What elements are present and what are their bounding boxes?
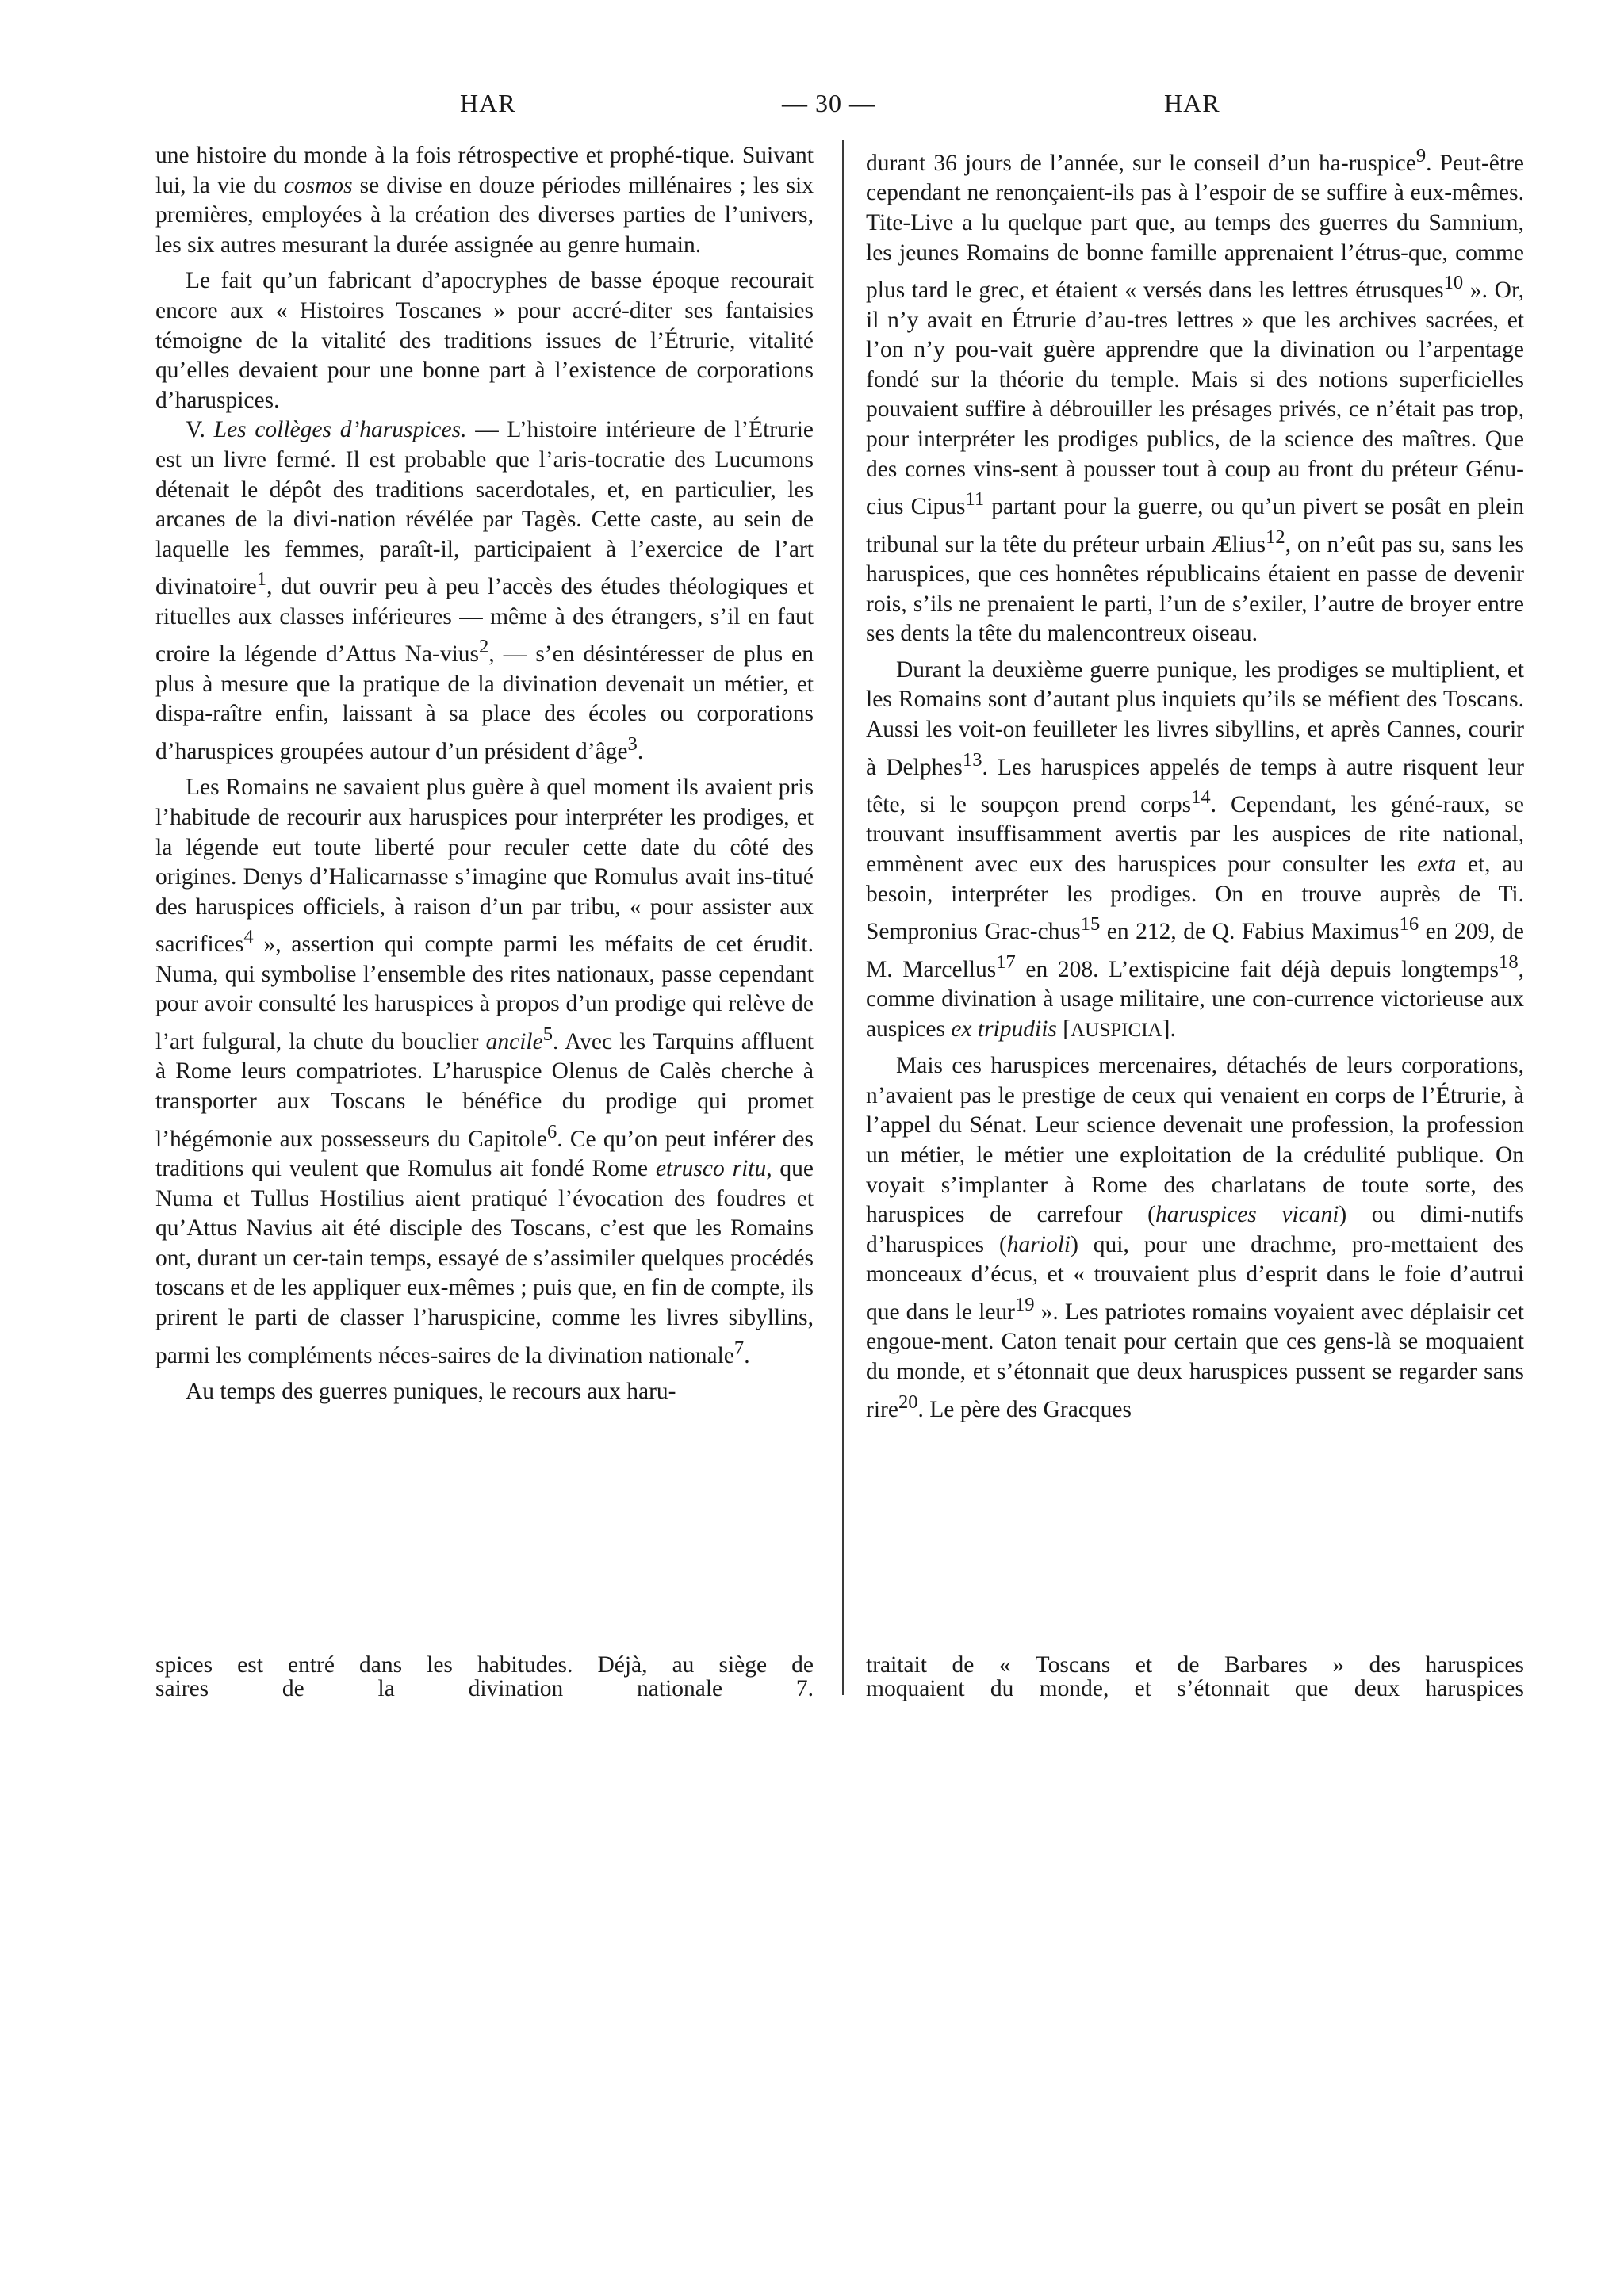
bleed-line: traitait de « Toscans et de Barbares » des haruspices — [866, 1652, 1524, 1678]
footnote-ref: 6 — [546, 1120, 557, 1142]
print-bleed-right — [866, 1652, 1524, 1703]
left-column — [155, 141, 814, 1407]
footnote-ref: 17 — [996, 951, 1016, 973]
footnote-ref: 18 — [1499, 951, 1519, 973]
footnote-ref: 10 — [1443, 272, 1464, 294]
section-heading: Les collèges d’haruspices. — [213, 417, 467, 443]
paragraph: Les Romains ne savaient plus guère à quel moment ils avaient pris l’habitude de recourir aux haruspices pour interpréter les prodiges, et la légende eut toute liberté pour reculer cette date du côté des origines. Denys d’Halicarnasse s’imagine que Romulus avait ins-titué des haruspices officiels, à raison d’un par tribu, « pour assister aux sacrifices$^4$ », assertion qui compte parmi les méfaits de cet érudit. Numa, qui symbolise l’ensemble des rites nationaux, passe cependant pour avoir consulté les haruspices à propos d’un prodige qui relève de l’art fulgural, la chute du bouclier ancile$^5$. Avec les Tarquins affluent à Rome leurs compatriotes. L’haruspice Olenus de Calès cherche à transporter aux Toscans le bénéfice du prodige qui promet l’hégémonie aux possesseurs du Capitole$^6$. Ce qu’on peut inférer des traditions qui veulent que Romulus ait fondé Rome etrusco ritu, que Numa et Tullus Hostilius aient pratiqué l’évocation des foudres et qu’Attus Navius ait été disciple des Toscans, c’est que les Romains ont, durant un cer-tain temps, essayé de s’assimiler quelques procédés toscans et de les appliquer eux-mêmes ; puis que, en fin de compte, ils prirent le parti de classer l’haruspicine, comme les livres sibyllins, parmi les compléments néces-saires de la divination nationale$^7$. — [155, 775, 814, 1368]
footnote-ref: 19 — [1015, 1294, 1035, 1315]
paragraph: une histoire du monde à la fois rétrospective et prophé-tique. Suivant lui, la vie du cosmos se divise en douze périodes millénaires ; les six premières, employées à la création des diverses parties de l’univers, les six autres mesurant la durée assignée au genre humain. — [155, 143, 814, 258]
running-head-left: HAR — [460, 89, 516, 117]
column-divider — [842, 140, 844, 1695]
paragraph: Le fait qu’un fabricant d’apocryphes de basse époque recourait encore aux « Histoires Toscanes » pour accré-diter ses fantaisies témoigne de la vitalité des traditions issues de l’Étrurie, vitalité qu’elles devaient pour une bonne part à l’existence de corporations d’haruspices. — [155, 268, 814, 413]
running-head-right: HAR — [1164, 89, 1220, 117]
footnote-ref: 20 — [898, 1391, 918, 1413]
bleed-line: moquaient du monde, et s’étonnait que deux haruspices — [866, 1676, 1524, 1701]
paragraph: Mais ces haruspices mercenaires, détachés de leurs corporations, n’avaient pas le prestige de ceux qui venaient en corps de l’Étrurie, à l’appel du Sénat. Leur science devenait une profession, la profession un métier, le métier une exploitation de la crédulité publique. On voyait s’implanter à Rome des charlatans de toute sorte, des haruspices de carrefour (haruspices vicani) ou dimi-nutifs d’haruspices (harioli) qui, pour une drachme, pro-mettaient des monceaux d’écus, et « trouvaient plus d’esprit dans le foie d’autrui que dans le leur$^{19}$ ». Les patriotes romains voyaient avec déplaisir cet engoue-ment. Caton tenait pour certain que ces gens-là se moquaient du monde, et s’étonnait que deux haruspices pussent se regarder sans rire$^{20}$. Le père des Gracques — [866, 1053, 1524, 1422]
footnote-ref: 11 — [965, 488, 985, 511]
right-column — [866, 141, 1524, 1425]
footnote-ref: 4 — [243, 926, 254, 948]
print-bleed-left — [155, 1652, 814, 1703]
footnote-ref: 13 — [962, 748, 982, 771]
paragraph: Au temps des guerres puniques, le recours aux haru- — [186, 1378, 676, 1404]
footnote-ref: 15 — [1080, 913, 1101, 936]
paragraph: V. Les collèges d’haruspices. — L’histoire intérieure de l’Étrurie est un livre fermé. Il est probable que l’aris-tocratie des Lucumons détenait le dépôt des traditions sacerdotales, et, en particulier, les arcanes de la divi-nation révélée par Tagès. Cette caste, au sein de laquelle les femmes, paraît-il, participaient à l’exercice de l’art divinatoire$^1$, dut ouvrir peu à peu l’accès des études théologiques et rituelles aux classes inférieures — même à des étrangers, s’il en faut croire la légende d’Attus Na-vius$^2$, — s’en désintéresser de plus en plus à mesure que la pratique de la divination devenait un métier, et dispa-raître enfin, laissant à sa place des écoles ou corporations d’haruspices groupées autour d’un président d’âge$^3$. — [155, 417, 814, 764]
footnote-ref: 12 — [1266, 526, 1285, 548]
bleed-line: saires de la divination nationale 7. — [155, 1676, 814, 1701]
footnote-ref: 3 — [627, 733, 638, 755]
paragraph: durant 36 jours de l’année, sur le conseil d’un ha-ruspice$^9$. Peut-être cependant ne renonçaient-ils pas à l’espoir de se suffire à eux-mêmes. Tite-Live a lu quelque part que, au temps des guerres du Samnium, les jeunes Romains de bonne famille apprenaient l’étrus-que, comme plus tard le grec, et étaient « versés dans les lettres étrusques$^{10}$ ». Or, il n’y avait en Étrurie d’au-tres lettres » que les archives sacrées, et l’on n’y pou-vait guère apprendre que la divination ou l’arpentage fondé sur la théorie du temple. Mais si des notions superficielles pouvaient suffire à débrouiller les présages privés, ce n’était pas trop, pour interpréter les prodiges publics, de la science des maîtres. Que des cornes vins-sent à pousser tout à coup au front du préteur Génu-cius Cipus$^{11}$ partant pour la guerre, ou qu’un pivert se posât en plein tribunal sur la tête du préteur urbain Ælius$^{12}$, on n’eût pas su, sans les haruspices, que ces honnêtes républicains étaient en passe de devenir rois, s’ils ne prenaient le parti, l’un de s’exiler, l’autre de broyer entre ses dents la tête du malencontreux oiseau. — [866, 145, 1525, 647]
footnote-ref: 1 — [256, 568, 267, 591]
footnote-ref: 7 — [733, 1337, 745, 1359]
footnote-ref: 5 — [542, 1023, 553, 1045]
footnote-ref: 9 — [1415, 145, 1427, 166]
footnote-ref: 2 — [479, 636, 489, 658]
footnote-ref: 14 — [1191, 786, 1211, 809]
cross-reference: AUSPICIA — [1071, 1019, 1162, 1041]
page-number: — 30 — — [782, 89, 875, 117]
footnote-ref: 16 — [1399, 913, 1419, 936]
bleed-line: spices est entré dans les habitudes. Déjà, au siège de — [155, 1652, 814, 1678]
paragraph: Durant la deuxième guerre punique, les prodiges se multiplient, et les Romains sont d’autant plus inquiets qu’ils se méfient des Toscans. Aussi les voit-on feuilleter les livres sibyllins, et après Cannes, courir à Delphes$^{13}$. Les haruspices appelés de temps à autre risquent leur tête, si le soupçon prend corps$^{14}$. Cependant, les géné-raux, se trouvant insuffisamment avertis par les auspices de rite national, emmènent avec eux des haruspices pour consulter les exta et, au besoin, interpréter les prodiges. On en trouve auprès de Ti. Sempronius Grac-chus$^{15}$ en 212, de Q. Fabius Maximus$^{16}$ en 209, de M. Marcellus$^{17}$ en 208. L’extispicine fait déjà depuis longtemps$^{18}$, comme divination à usage militaire, une con-currence victorieuse aux auspices ex tripudiis [AUSPICIA]. — [866, 656, 1524, 1042]
